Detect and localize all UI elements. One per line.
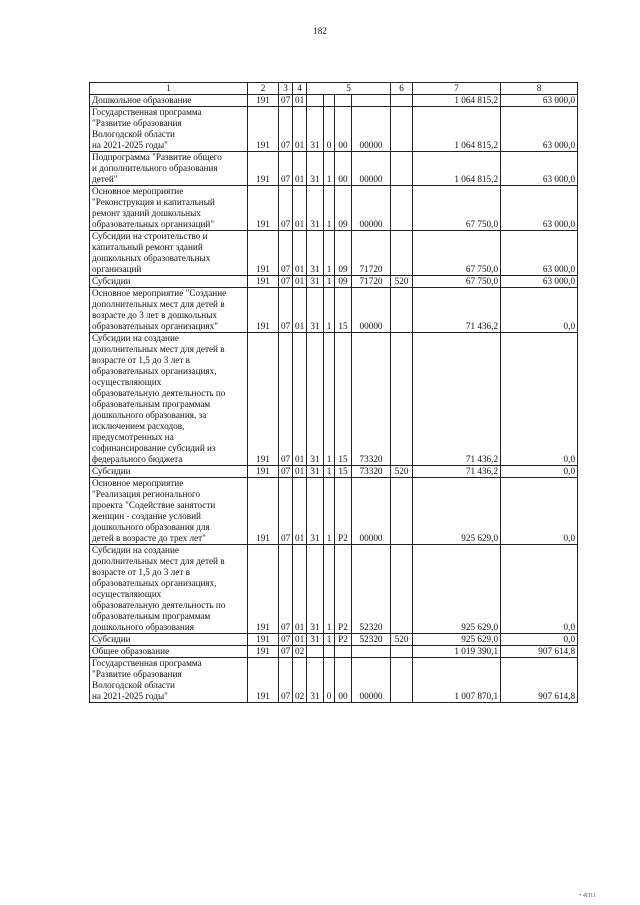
cell-expense-type — [391, 545, 413, 634]
cell-section: 07 — [279, 333, 293, 466]
cell-amount-2023: 63 000,0 — [501, 107, 578, 152]
row-name: Дошкольное образование — [90, 95, 248, 107]
cell-event-code: 15 — [335, 288, 352, 333]
cell-admin-code: 191 — [248, 333, 279, 466]
cell-amount-2022: 1 019 390,1 — [413, 646, 501, 658]
cell-event-code: P2 — [335, 545, 352, 634]
row-name: Основное мероприятие "Создание дополнительных мест для детей в возрасте до 3 лет в дошкольных образовательных организациях" — [90, 288, 248, 333]
table-row — [90, 478, 578, 545]
cell-subprogram-code: 1 — [324, 276, 335, 288]
cell-subsection: 02 — [293, 658, 307, 703]
cell-subsection: 01 — [293, 634, 307, 646]
cell-admin-code: 191 — [248, 276, 279, 288]
header-col-8: 8 — [501, 83, 578, 95]
table-row — [90, 646, 578, 658]
cell-section: 07 — [279, 231, 293, 276]
cell-section: 07 — [279, 276, 293, 288]
cell-expense-type: 520 — [391, 634, 413, 646]
cell-event-code: 15 — [335, 333, 352, 466]
cell-event-code: 09 — [335, 276, 352, 288]
cell-direction-code: 00000 — [352, 186, 391, 231]
cell-subsection: 01 — [293, 95, 307, 107]
cell-subprogram-code: 1 — [324, 466, 335, 478]
cell-amount-2022: 1 007 870,1 — [413, 658, 501, 703]
cell-subprogram-code: 1 — [324, 288, 335, 333]
cell-amount-2023: 0,0 — [501, 466, 578, 478]
row-name: Подпрограмма "Развитие общего и дополнительного образования детей" — [90, 152, 248, 186]
cell-amount-2023: 0,0 — [501, 545, 578, 634]
table-row — [90, 152, 578, 186]
row-name: Государственная программа "Развитие образования Вологодской области на 2021-2025 годы" — [90, 107, 248, 152]
cell-subsection: 01 — [293, 478, 307, 545]
cell-subprogram-code: 1 — [324, 634, 335, 646]
header-col-5: 5 — [307, 83, 391, 95]
cell-program-code: 31 — [307, 186, 324, 231]
cell-subprogram-code: 1 — [324, 333, 335, 466]
cell-amount-2023: 0,0 — [501, 288, 578, 333]
cell-amount-2023: 63 000,0 — [501, 152, 578, 186]
cell-expense-type — [391, 478, 413, 545]
cell-direction-code — [352, 646, 391, 658]
cell-event-code: 15 — [335, 466, 352, 478]
cell-direction-code: 73320 — [352, 466, 391, 478]
table-row — [90, 95, 578, 107]
table-row — [90, 288, 578, 333]
cell-subsection: 01 — [293, 276, 307, 288]
cell-amount-2023: 63 000,0 — [501, 231, 578, 276]
cell-event-code — [335, 95, 352, 107]
cell-event-code: 00 — [335, 107, 352, 152]
header-col-1: 1 — [90, 83, 248, 95]
cell-direction-code: 71720 — [352, 276, 391, 288]
cell-program-code: 31 — [307, 333, 324, 466]
cell-section: 07 — [279, 107, 293, 152]
cell-subsection: 01 — [293, 288, 307, 333]
table-row — [90, 333, 578, 466]
cell-subsection: 01 — [293, 545, 307, 634]
table-row — [90, 466, 578, 478]
row-name: Субсидии — [90, 276, 248, 288]
cell-expense-type — [391, 95, 413, 107]
row-name: Субсидии — [90, 466, 248, 478]
footer-mark: • 4П11 — [579, 893, 596, 899]
cell-direction-code: 52320 — [352, 634, 391, 646]
cell-admin-code: 191 — [248, 466, 279, 478]
cell-event-code: 00 — [335, 152, 352, 186]
cell-event-code: 09 — [335, 231, 352, 276]
cell-section: 07 — [279, 646, 293, 658]
table-row — [90, 276, 578, 288]
table-row — [90, 634, 578, 646]
cell-program-code: 31 — [307, 107, 324, 152]
cell-program-code: 31 — [307, 478, 324, 545]
cell-direction-code: 00000 — [352, 288, 391, 333]
cell-admin-code: 191 — [248, 107, 279, 152]
cell-section: 07 — [279, 634, 293, 646]
cell-section: 07 — [279, 545, 293, 634]
cell-expense-type — [391, 231, 413, 276]
cell-subsection: 01 — [293, 466, 307, 478]
cell-subprogram-code: 0 — [324, 107, 335, 152]
header-col-4: 4 — [293, 83, 307, 95]
cell-admin-code: 191 — [248, 95, 279, 107]
cell-section: 07 — [279, 466, 293, 478]
cell-amount-2022: 67 750,0 — [413, 231, 501, 276]
cell-subsection: 01 — [293, 152, 307, 186]
cell-subprogram-code — [324, 646, 335, 658]
cell-program-code: 31 — [307, 152, 324, 186]
cell-expense-type — [391, 333, 413, 466]
cell-program-code: 31 — [307, 634, 324, 646]
cell-amount-2023: 0,0 — [501, 333, 578, 466]
cell-subsection: 02 — [293, 646, 307, 658]
cell-subsection: 01 — [293, 333, 307, 466]
cell-amount-2023: 63 000,0 — [501, 276, 578, 288]
cell-amount-2022: 67 750,0 — [413, 186, 501, 231]
cell-direction-code: 00000 — [352, 152, 391, 186]
row-name: Основное мероприятие "Реконструкция и капитальный ремонт зданий дошкольных образовательных организаций" — [90, 186, 248, 231]
row-name: Субсидии на строительство и капитальный ремонт зданий дошкольных образовательных организаций — [90, 231, 248, 276]
cell-amount-2023: 0,0 — [501, 478, 578, 545]
cell-amount-2022: 1 064 815,2 — [413, 152, 501, 186]
cell-event-code — [335, 646, 352, 658]
cell-subprogram-code: 1 — [324, 545, 335, 634]
cell-expense-type: 520 — [391, 466, 413, 478]
cell-subprogram-code: 1 — [324, 186, 335, 231]
cell-amount-2022: 925 629,0 — [413, 634, 501, 646]
cell-subprogram-code: 1 — [324, 231, 335, 276]
table-row — [90, 545, 578, 634]
cell-amount-2022: 71 436,2 — [413, 466, 501, 478]
row-name: Субсидии на создание дополнительных мест для детей в возрасте от 1,5 до 3 лет в образовательных организациях, осуществляющих образовательную деятельность по образовательным программам дошкольного образования — [90, 545, 248, 634]
cell-admin-code: 191 — [248, 186, 279, 231]
cell-amount-2022: 925 629,0 — [413, 478, 501, 545]
cell-amount-2022: 925 629,0 — [413, 545, 501, 634]
cell-program-code: 31 — [307, 276, 324, 288]
cell-amount-2023: 63 000,0 — [501, 95, 578, 107]
cell-expense-type — [391, 288, 413, 333]
cell-subsection: 01 — [293, 231, 307, 276]
cell-section: 07 — [279, 186, 293, 231]
row-name: Общее образование — [90, 646, 248, 658]
cell-direction-code: 71720 — [352, 231, 391, 276]
cell-admin-code: 191 — [248, 658, 279, 703]
cell-direction-code: 73320 — [352, 333, 391, 466]
header-col-3: 3 — [279, 83, 293, 95]
cell-direction-code: 00000 — [352, 478, 391, 545]
cell-admin-code: 191 — [248, 288, 279, 333]
cell-subsection: 01 — [293, 186, 307, 231]
cell-direction-code: 00000 — [352, 107, 391, 152]
cell-expense-type — [391, 186, 413, 231]
cell-admin-code: 191 — [248, 634, 279, 646]
header-col-2: 2 — [248, 83, 279, 95]
cell-section: 07 — [279, 478, 293, 545]
cell-program-code — [307, 95, 324, 107]
cell-admin-code: 191 — [248, 152, 279, 186]
cell-subprogram-code: 0 — [324, 658, 335, 703]
cell-direction-code — [352, 95, 391, 107]
cell-admin-code: 191 — [248, 646, 279, 658]
cell-event-code: P2 — [335, 634, 352, 646]
row-name: Субсидии на создание дополнительных мест для детей в возрасте от 1,5 до 3 лет в образовательных организациях, осуществляющих образовательную деятельность по образовательным программам дошкольного образования, за исключением расходов, предусмотренных на софинансирование субсидий из федерального бюджета — [90, 333, 248, 466]
cell-direction-code: 52320 — [352, 545, 391, 634]
cell-amount-2022: 71 436,2 — [413, 333, 501, 466]
cell-program-code: 31 — [307, 231, 324, 276]
table-row — [90, 658, 578, 703]
cell-event-code: 00 — [335, 658, 352, 703]
cell-amount-2023: 0,0 — [501, 634, 578, 646]
cell-expense-type: 520 — [391, 276, 413, 288]
cell-program-code: 31 — [307, 288, 324, 333]
cell-program-code: 31 — [307, 658, 324, 703]
header-col-6: 6 — [391, 83, 413, 95]
row-name: Субсидии — [90, 634, 248, 646]
cell-subprogram-code: 1 — [324, 152, 335, 186]
table-body — [90, 95, 578, 703]
table-row — [90, 231, 578, 276]
cell-section: 07 — [279, 152, 293, 186]
cell-section: 07 — [279, 658, 293, 703]
cell-program-code: 31 — [307, 466, 324, 478]
header-row — [90, 83, 578, 95]
cell-admin-code: 191 — [248, 231, 279, 276]
row-name: Основное мероприятие "Реализация регионального проекта "Содействие занятости женщин - создание условий дошкольного образования для детей в возрасте до трех лет" — [90, 478, 248, 545]
cell-amount-2023: 907 614,8 — [501, 658, 578, 703]
cell-event-code: P2 — [335, 478, 352, 545]
table-row — [90, 107, 578, 152]
cell-expense-type — [391, 107, 413, 152]
cell-amount-2022: 1 064 815,2 — [413, 95, 501, 107]
cell-amount-2023: 907 614,8 — [501, 646, 578, 658]
cell-expense-type — [391, 646, 413, 658]
cell-amount-2022: 71 436,2 — [413, 288, 501, 333]
page-number: 182 — [313, 26, 327, 36]
budget-table — [89, 82, 578, 703]
cell-subprogram-code — [324, 95, 335, 107]
cell-section: 07 — [279, 95, 293, 107]
cell-subsection: 01 — [293, 107, 307, 152]
cell-program-code: 31 — [307, 545, 324, 634]
cell-amount-2022: 67 750,0 — [413, 276, 501, 288]
table-row — [90, 186, 578, 231]
header-col-7: 7 — [413, 83, 501, 95]
cell-admin-code: 191 — [248, 478, 279, 545]
cell-event-code: 09 — [335, 186, 352, 231]
cell-section: 07 — [279, 288, 293, 333]
cell-program-code — [307, 646, 324, 658]
cell-direction-code: 00000 — [352, 658, 391, 703]
cell-amount-2023: 63 000,0 — [501, 186, 578, 231]
cell-subprogram-code: 1 — [324, 478, 335, 545]
cell-expense-type — [391, 152, 413, 186]
cell-amount-2022: 1 064 815,2 — [413, 107, 501, 152]
row-name: Государственная программа "Развитие образования Вологодской области на 2021-2025 годы" — [90, 658, 248, 703]
cell-admin-code: 191 — [248, 545, 279, 634]
cell-expense-type — [391, 658, 413, 703]
